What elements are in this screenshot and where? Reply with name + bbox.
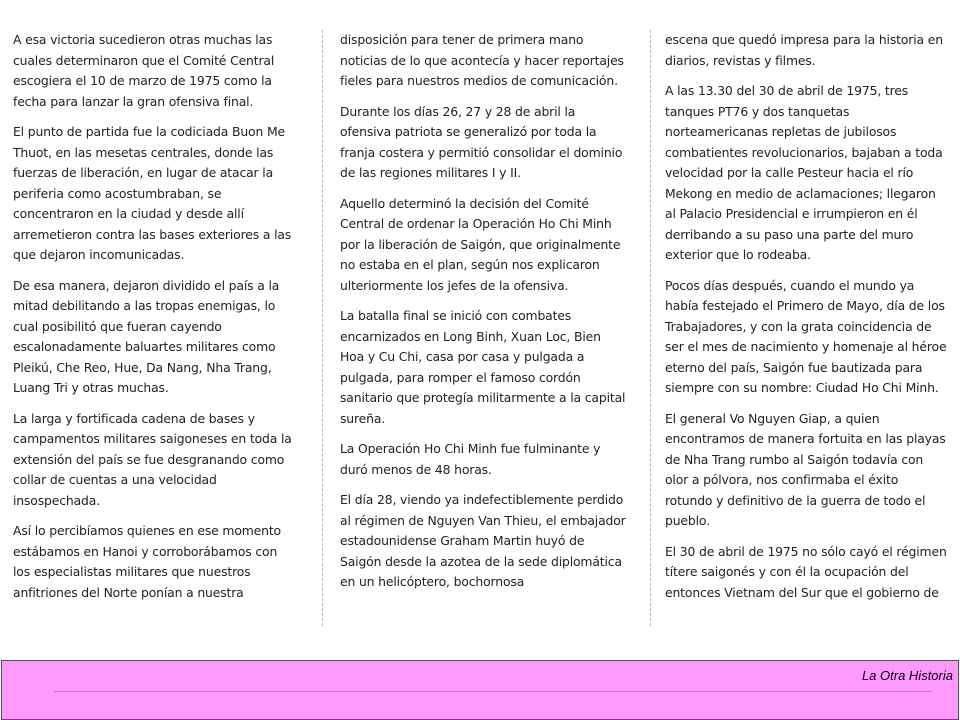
paragraph: De esa manera, dejaron dividido el país a la mitad debilitando a las tropas enemigas, lo cual posibilitó que fueran cayendo escalonadamente baluartes militares como Pleikú, Che Reo, Hue, Da Nang, Nha Trang, Luang Tri y otras muchas. xyxy=(13,277,280,395)
paragraph: Así lo percibíamos quienes en ese momento estábamos en Hanoi y corroborábamos con los especialistas militares que nuestros anfitriones del Norte ponían a nuestra xyxy=(13,523,281,600)
paragraph: Aquello determinó la decisión del Comité Central de ordenar la Operación Ho Chi Minh por la liberación de Saigón, que originalmente no estaba en el plan, según nos explicaron ulteriormente los jefes de la ofensiva. xyxy=(340,195,621,293)
footer-title: La Otra Historia xyxy=(861,668,953,683)
paragraph: El 30 de abril de 1975 no sólo cayó el régimen títere saigonés y con él la ocupación del entonces Vietnam del Sur que el gobierno de xyxy=(665,543,947,600)
paragraph: disposición para tener de primera mano noticias de lo que acontecía y hacer reportajes fieles para nuestros medios de comunicación. xyxy=(340,32,624,88)
paragraph: A las 13.30 del 30 de abril de 1975, tres tanques PT76 y dos tanquetas norteamericanas repletas de jubilosos combatientes revolucionarios, bajaban a toda velocidad por la calle Pesteur hacia el río Mekong en medio de aclamaciones; llegaron al Palacio Presidencial e irrumpieron en él derribando a su paso una parte del muro exterior que lo rodeaba. xyxy=(665,83,943,262)
paragraph: La batalla final se inició con combates encarnizados en Long Binh, Xuan Loc, Bien Hoa y Cu Chi, casa por casa y pulgada a pulgada, para romper el famoso cordón sanitario que protegía militarmente a la capital sureña. xyxy=(340,308,626,426)
text-column-2 xyxy=(340,30,626,603)
paragraph: La larga y fortificada cadena de bases y campamentos militares saigoneses en toda la extensión del país se fue desgranando como collar de cuentas a una velocidad insospechada. xyxy=(13,410,292,508)
paragraph: El día 28, viendo ya indefectiblemente perdido al régimen de Nguyen Van Thieu, el embajador estadounidense Graham Martin huyó de Saigón desde la azotea de la sede diplomática en un helicóptero, bochornosa xyxy=(340,492,626,589)
text-column-1 xyxy=(13,30,296,613)
paragraph: El punto de partida fue la codiciada Buon Me Thuot, en las mesetas centrales, donde las fuerzas de liberación, en lugar de atacar la periferia como acostumbraban, se concentraron en la ciudad y desde allí arremetieron contra las bases exteriores a las que dejaron incomunicadas. xyxy=(13,124,292,262)
paragraph: Durante los días 26, 27 y 28 de abril la ofensiva patriota se generalizó por toda la franja costera y permitió consolidar el dominio de las regiones militares I y II. xyxy=(340,103,623,180)
footer-bar xyxy=(1,660,959,720)
paragraph: escena que quedó impresa para la historia en diarios, revistas y filmes. xyxy=(665,32,943,68)
column-divider xyxy=(322,30,323,626)
column-divider xyxy=(650,30,651,626)
paragraph: A esa victoria sucedieron otras muchas las cuales determinaron que el Comité Central escogiera el 10 de marzo de 1975 como la fecha para lanzar la gran ofensiva final. xyxy=(13,32,275,109)
paragraph: La Operación Ho Chi Minh fue fulminante y duró menos de 48 horas. xyxy=(340,441,601,477)
paragraph: Pocos días después, cuando el mundo ya había festejado el Primero de Mayo, día de los Trabajadores, y con la grata coincidencia de ser el mes de nacimiento y homenaje al héroe eterno del país, Saigón fue bautizada para siempre con su nombre: Ciudad Ho Chi Minh. xyxy=(665,277,947,395)
paragraph: El general Vo Nguyen Giap, a quien encontramos de manera fortuita en las playas de Nha Trang rumbo al Saigón todavía con olor a pólvora, nos confirmaba el éxito rotundo y definitivo de la guerra de todo el pueblo. xyxy=(665,410,946,528)
text-column-3 xyxy=(665,30,947,613)
footer-rule xyxy=(54,691,932,692)
